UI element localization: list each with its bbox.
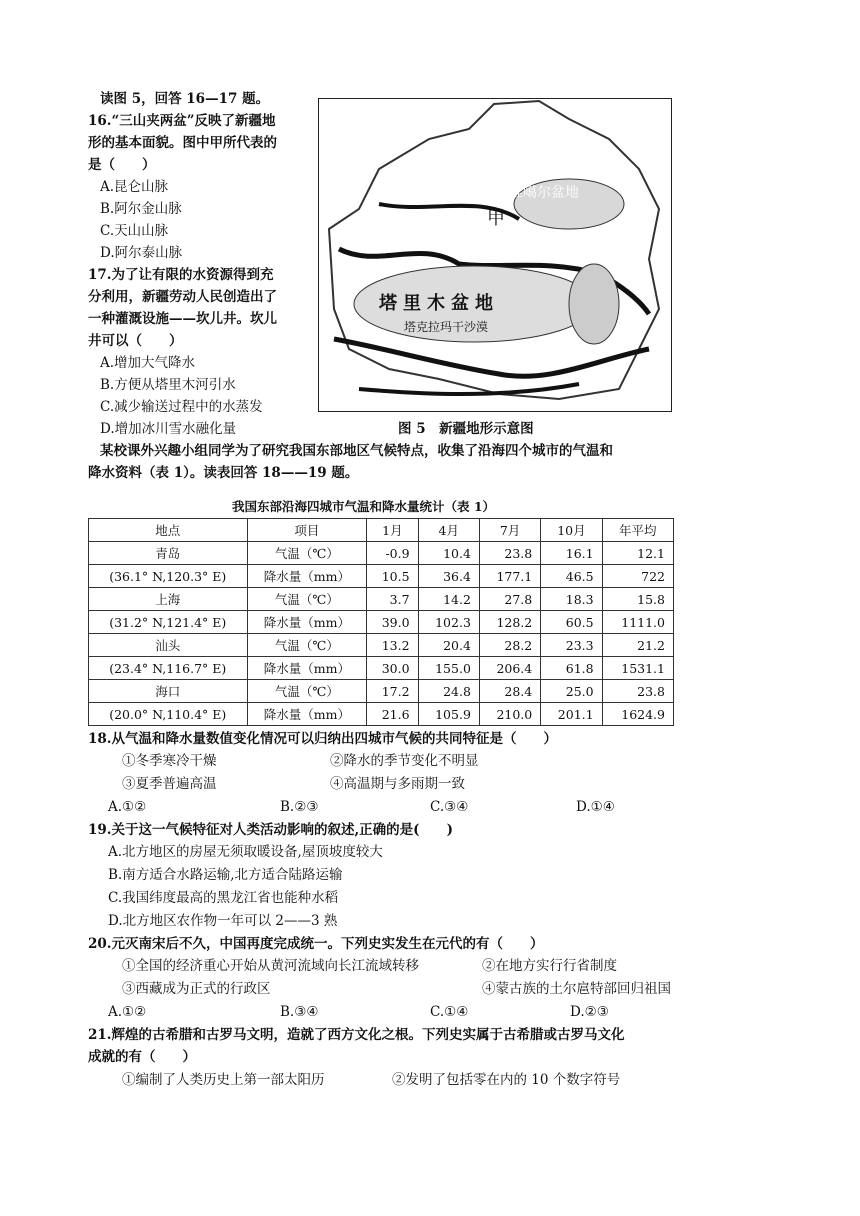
map-caption: 图 5 新疆地形示意图 bbox=[398, 421, 534, 437]
climate-table bbox=[88, 518, 674, 726]
table-cell: 10.5 bbox=[367, 565, 418, 588]
q20-option-b: B.③④ bbox=[280, 1004, 319, 1020]
header-jul: 7月 bbox=[479, 519, 540, 542]
header-place: 地点 bbox=[89, 519, 248, 542]
table-cell: 14.2 bbox=[418, 588, 479, 611]
q17-option-d: D.增加冰川雪水融化量 bbox=[100, 421, 237, 437]
table-cell: 25.0 bbox=[541, 680, 602, 703]
city-coord: (23.4° N,116.7° E) bbox=[89, 657, 248, 680]
table-row bbox=[89, 703, 674, 726]
table-cell: 3.7 bbox=[367, 588, 418, 611]
table-cell: 23.8 bbox=[479, 542, 540, 565]
header-annual: 年平均 bbox=[602, 519, 673, 542]
table-cell: 28.4 bbox=[479, 680, 540, 703]
table-cell: 210.0 bbox=[479, 703, 540, 726]
q19-stem: 19.关于这一气候特征对人类活动影响的叙述,正确的是( ) bbox=[88, 822, 453, 838]
item-label: 降水量（mm） bbox=[247, 657, 367, 680]
city-name: 汕头 bbox=[89, 634, 248, 657]
table-row bbox=[89, 588, 674, 611]
item-label: 气温（℃） bbox=[247, 680, 367, 703]
header-oct: 10月 bbox=[541, 519, 602, 542]
q18-item-4: ④高温期与多雨期一致 bbox=[330, 776, 465, 792]
q17-option-c: C.减少输送过程中的水蒸发 bbox=[100, 399, 263, 415]
table-cell: 128.2 bbox=[479, 611, 540, 634]
table-cell: 20.4 bbox=[418, 634, 479, 657]
q18-stem: 18.从气温和降水量数值变化情况可以归纳出四城市气候的共同特征是（ ） bbox=[88, 731, 557, 747]
q17-stem-line1: 17.为了让有限的水资源得到充 bbox=[88, 267, 274, 283]
city-coord: (31.2° N,121.4° E) bbox=[89, 611, 248, 634]
q20-item-1: ①全国的经济重心开始从黄河流域向长江流域转移 bbox=[122, 958, 419, 974]
table-cell: 206.4 bbox=[479, 657, 540, 680]
q20-item-3: ③西藏成为正式的行政区 bbox=[122, 981, 271, 997]
table-row bbox=[89, 611, 674, 634]
header-apr: 4月 bbox=[418, 519, 479, 542]
table-cell: 177.1 bbox=[479, 565, 540, 588]
city-coord: (20.0° N,110.4° E) bbox=[89, 703, 248, 726]
table-cell: 23.8 bbox=[602, 680, 673, 703]
q16-stem-line3: 是（ ） bbox=[88, 157, 156, 173]
label-junggar: 准噶尔盆地 bbox=[509, 185, 579, 201]
q16-option-d: D.阿尔泰山脉 bbox=[100, 245, 183, 261]
table-row bbox=[89, 565, 674, 588]
label-tarim: 塔里木盆地 bbox=[379, 293, 499, 314]
q16-option-c: C.天山山脉 bbox=[100, 223, 169, 239]
q18-item-3: ③夏季普遍高温 bbox=[122, 776, 217, 792]
q19-option-a: A.北方地区的房屋无须取暖设备,屋顶坡度较大 bbox=[108, 844, 383, 860]
q20-option-d: D.②③ bbox=[570, 1004, 609, 1020]
q20-option-a: A.①② bbox=[108, 1004, 147, 1020]
q20-option-c: C.①④ bbox=[430, 1004, 469, 1020]
table-cell: 30.0 bbox=[367, 657, 418, 680]
intro2-line1: 某校课外兴趣小组同学为了研究我国东部地区气候特点，收集了沿海四个城市的气温和 bbox=[100, 443, 613, 459]
item-label: 气温（℃） bbox=[247, 634, 367, 657]
q16-option-a: A.昆仑山脉 bbox=[100, 179, 169, 195]
table-cell: 155.0 bbox=[418, 657, 479, 680]
table-cell: 36.4 bbox=[418, 565, 479, 588]
table-cell: 46.5 bbox=[541, 565, 602, 588]
table-cell: 102.3 bbox=[418, 611, 479, 634]
header-jan: 1月 bbox=[367, 519, 418, 542]
item-label: 气温（℃） bbox=[247, 542, 367, 565]
q18-item-1: ①冬季寒冷干燥 bbox=[122, 753, 217, 769]
label-jia: 甲 bbox=[487, 208, 505, 229]
table-cell: 18.3 bbox=[541, 588, 602, 611]
table-cell: 1531.1 bbox=[602, 657, 673, 680]
table-cell: 61.8 bbox=[541, 657, 602, 680]
q16-stem-line2: 形的基本面貌。图中甲所代表的 bbox=[88, 135, 277, 151]
intro2-line2: 降水资料（表 1）。读表回答 18——19 题。 bbox=[88, 465, 359, 481]
table-title: 我国东部沿海四城市气温和降水量统计（表 1） bbox=[232, 499, 496, 514]
table-cell: 10.4 bbox=[418, 542, 479, 565]
q21-item-1: ①编制了人类历史上第一部太阳历 bbox=[122, 1072, 325, 1088]
table-cell: 60.5 bbox=[541, 611, 602, 634]
q16-option-b: B.阿尔金山脉 bbox=[100, 201, 182, 217]
table-cell: 13.2 bbox=[367, 634, 418, 657]
table-cell: 16.1 bbox=[541, 542, 602, 565]
city-name: 上海 bbox=[89, 588, 248, 611]
table-cell: 105.9 bbox=[418, 703, 479, 726]
item-label: 降水量（mm） bbox=[247, 611, 367, 634]
q17-option-a: A.增加大气降水 bbox=[100, 355, 196, 371]
xinjiang-terrain-map bbox=[318, 98, 672, 412]
q19-option-d: D.北方地区农作物一年可以 2——3 熟 bbox=[108, 913, 338, 929]
table-cell: 1111.0 bbox=[602, 611, 673, 634]
table-cell: 24.8 bbox=[418, 680, 479, 703]
map-drawing bbox=[319, 99, 671, 411]
table-row bbox=[89, 680, 674, 703]
city-coord: (36.1° N,120.3° E) bbox=[89, 565, 248, 588]
table-cell: 1624.9 bbox=[602, 703, 673, 726]
q21-stem-line2: 成就的有（ ） bbox=[88, 1049, 196, 1065]
table-cell: 15.8 bbox=[602, 588, 673, 611]
q16-stem-line1: 16.“三山夹两盆”反映了新疆地 bbox=[88, 113, 276, 129]
table-row bbox=[89, 542, 674, 565]
city-name: 海口 bbox=[89, 680, 248, 703]
item-label: 气温（℃） bbox=[247, 588, 367, 611]
q17-stem-line3: 一种灌溉设施——坎儿井。坎儿 bbox=[88, 311, 277, 327]
q20-item-2: ②在地方实行行省制度 bbox=[482, 958, 617, 974]
table-cell: 12.1 bbox=[602, 542, 673, 565]
q19-option-b: B.南方适合水路运输,北方适合陆路运输 bbox=[108, 867, 343, 883]
table-cell: -0.9 bbox=[367, 542, 418, 565]
q20-item-4: ④蒙古族的土尔扈特部回归祖国 bbox=[482, 981, 671, 997]
table-cell: 21.6 bbox=[367, 703, 418, 726]
q18-item-2: ②降水的季节变化不明显 bbox=[330, 753, 479, 769]
table-cell: 722 bbox=[602, 565, 673, 588]
q19-option-c: C.我国纬度最高的黑龙江省也能种水稻 bbox=[108, 890, 339, 906]
table-row bbox=[89, 634, 674, 657]
q17-option-b: B.方便从塔里木河引水 bbox=[100, 377, 236, 393]
table-cell: 21.2 bbox=[602, 634, 673, 657]
q18-option-d: D.①④ bbox=[576, 799, 615, 815]
city-name: 青岛 bbox=[89, 542, 248, 565]
table-cell: 201.1 bbox=[541, 703, 602, 726]
q21-stem-line1: 21.辉煌的古希腊和古罗马文明，造就了西方文化之根。下列史实属于古希腊或古罗马文化 bbox=[88, 1027, 625, 1043]
kunlun-range-line bbox=[334, 339, 649, 376]
item-label: 降水量（mm） bbox=[247, 703, 367, 726]
q18-option-a: A.①② bbox=[108, 799, 147, 815]
table-cell: 23.3 bbox=[541, 634, 602, 657]
intro-text: 读图 5，回答 16—17 题。 bbox=[100, 91, 270, 107]
table-cell: 39.0 bbox=[367, 611, 418, 634]
q17-stem-line4: 井可以（ ） bbox=[88, 333, 183, 349]
header-item: 项目 bbox=[247, 519, 367, 542]
q21-item-2: ②发明了包括零在内的 10 个数字符号 bbox=[392, 1072, 621, 1088]
table-cell: 27.8 bbox=[479, 588, 540, 611]
table-row bbox=[89, 657, 674, 680]
table-header-row bbox=[89, 519, 674, 542]
desert-east-area bbox=[569, 264, 619, 344]
table-cell: 17.2 bbox=[367, 680, 418, 703]
region-outline bbox=[329, 101, 659, 399]
q20-stem: 20.元灭南宋后不久，中国再度完成统一。下列史实发生在元代的有（ ） bbox=[88, 936, 544, 952]
label-taklimakan: 塔克拉玛干沙漠 bbox=[404, 320, 489, 334]
q18-option-b: B.②③ bbox=[280, 799, 319, 815]
q17-stem-line2: 分利用，新疆劳动人民创造出了 bbox=[88, 289, 277, 305]
item-label: 降水量（mm） bbox=[247, 565, 367, 588]
table-cell: 28.2 bbox=[479, 634, 540, 657]
q18-option-c: C.③④ bbox=[430, 799, 469, 815]
